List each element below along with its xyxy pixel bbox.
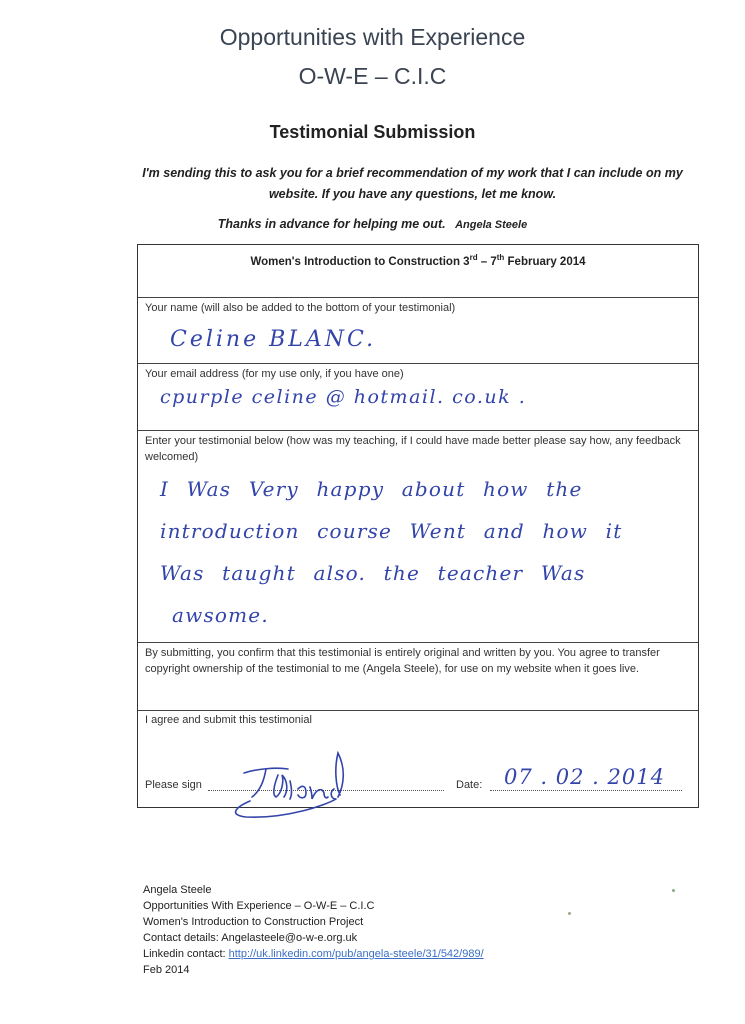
footer-org: Opportunities With Experience – O-W-E – C.I.C [143,900,375,912]
linkedin-label: Linkedin contact: [143,948,229,960]
form-title: Testimonial Submission [269,122,476,142]
course-title-prefix: Women's Introduction to Construction 3 [250,255,470,268]
date-label: Date: [456,779,483,791]
course-title-sup-start: rd [469,253,478,262]
consent-text: By submitting, you confirm that this testimonial is entirely original and written by you. You agree to transfer copyright ownership of the testimonial to me (Angela Steele), for use on my website when it goes live. [145,647,660,675]
footer-contact [143,882,484,978]
date-line [490,790,682,791]
testimonial-label: Enter your testimonial below (how was my teaching, if I could have made better please say how, any feedback welcomed) [145,435,681,463]
date-field[interactable]: 07 . 02 . 2014 [504,765,665,789]
scan-speck [672,889,675,892]
name-field[interactable]: Celine BLANC. [170,327,377,352]
divider [138,430,698,431]
divider [138,297,698,298]
testimonial-line: I Was Very happy about how the [160,477,583,501]
testimonial-line: awsome. [172,603,269,627]
footer-linkedin [143,946,484,962]
testimonial-line: Was taught also. the teacher Was [160,561,586,585]
scan-speck [568,912,571,915]
handwritten-signature [226,745,376,825]
testimonial-line: introduction course Went and how it [160,519,623,543]
footer-contact-details: Contact details: Angelasteele@o-w-e.org.uk [143,932,358,944]
org-name: Opportunities with Experience [219,24,526,50]
email-label: Your email address (for my use only, if you have one) [145,368,404,380]
agree-label: I agree and submit this testimonial [145,714,312,726]
linkedin-link[interactable]: http://uk.linkedin.com/pub/angela-steele/31/542/989/ [228,948,484,960]
thanks-line [0,217,745,231]
org-short-name: O-W-E – C.I.C [298,63,447,89]
footer-date: Feb 2014 [143,964,190,976]
name-label: Your name (will also be added to the bottom of your testimonial) [145,302,456,314]
sign-label: Please sign [145,779,202,791]
footer-name: Angela Steele [143,884,212,896]
course-title [138,253,698,268]
thanks-signature: Angela Steele [455,219,528,231]
testimonial-field[interactable] [160,468,690,636]
testimonial-form [137,244,699,808]
course-title-middle: – 7 [477,255,497,268]
thanks-text: Thanks in advance for helping me out. [217,217,446,231]
divider [138,363,698,364]
footer-project: Women's Introduction to Construction Project [143,916,364,928]
divider [138,710,698,711]
intro-text: I'm sending this to ask you for a brief recommendation of my work that I can include on my website. If you have any questions, let me know. [142,166,683,201]
signature-field[interactable] [226,745,376,825]
email-field[interactable]: cpurple celine @ hotmail. co.uk . [160,386,527,408]
course-title-suffix: February 2014 [504,255,586,268]
divider [138,642,698,643]
course-title-sup-end: th [496,253,505,262]
